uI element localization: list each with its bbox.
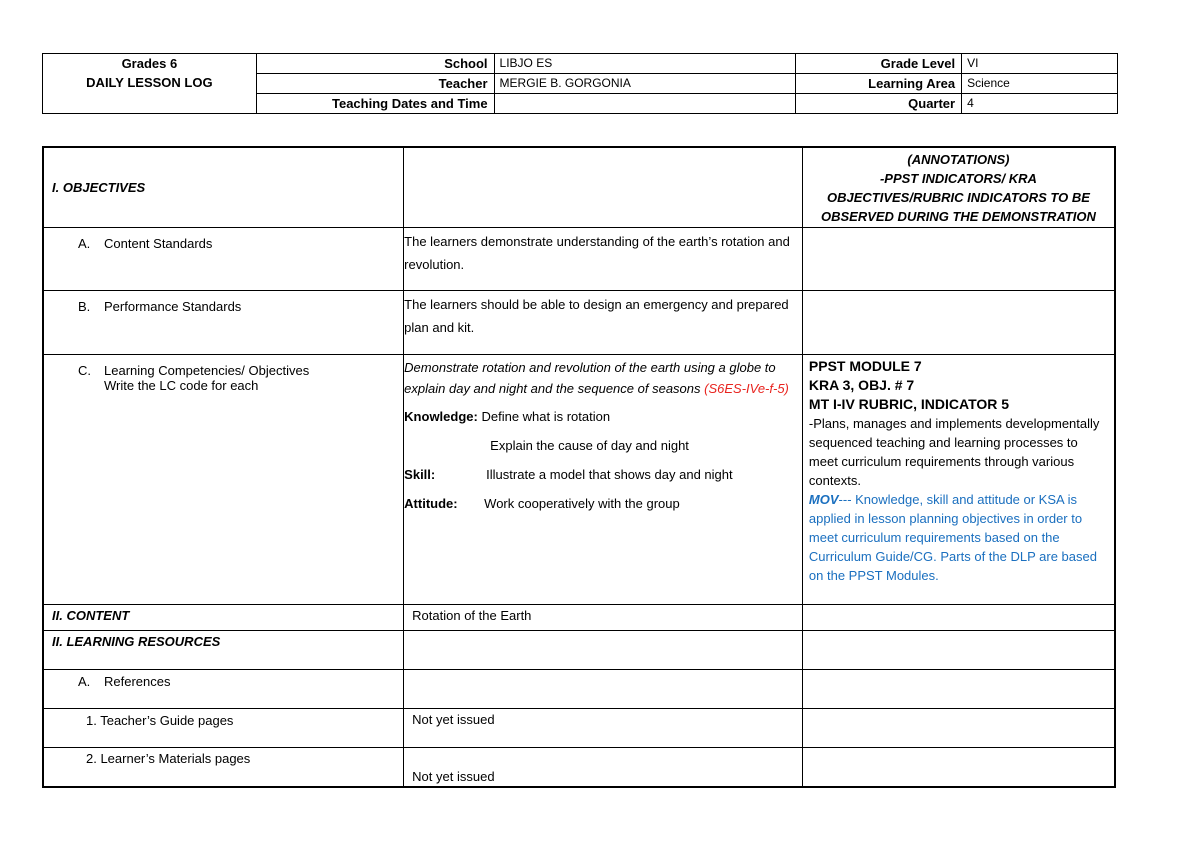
- competency-text: Demonstrate rotation and revolution of the earth using a globe to explain day and night and the sequence of seasons: [404, 359, 776, 396]
- learning-area-value: Science: [962, 74, 1118, 94]
- performance-standards-text: Performance Standards: [104, 298, 242, 314]
- attitude-row: [404, 493, 800, 515]
- teachers-guide-value: Not yet issued: [404, 708, 803, 747]
- annotations-subtitle: -PPST INDICATORS/ KRA OBJECTIVES/RUBRIC INDICATORS TO BE OBSERVED DURING THE DEMONSTRATION: [820, 171, 1096, 224]
- log-title: [43, 54, 257, 114]
- lesson-table: [42, 146, 1116, 788]
- learners-materials-value: Not yet issued: [404, 747, 803, 787]
- attitude-label: Attitude:: [404, 495, 458, 511]
- competencies-annotation: [802, 354, 1115, 604]
- performance-standards-row: [43, 290, 1115, 354]
- content-value: Rotation of the Earth: [404, 604, 803, 630]
- references-row: [43, 669, 1115, 708]
- indicator-description: -Plans, manages and implements developmentally sequenced teaching and learning processes to meet curriculum requirements through various contexts.: [808, 415, 1100, 488]
- performance-standards-annotation: [802, 290, 1115, 354]
- knowledge-value-2: Explain the cause of day and night: [490, 437, 689, 453]
- competencies-text: Learning Competencies/ Objectives: [104, 362, 310, 378]
- references-blank: [404, 669, 803, 708]
- learners-materials-row: [43, 747, 1115, 787]
- performance-standards-value: The learners should be able to design an emergency and prepared plan and kit.: [404, 290, 803, 354]
- content-standards-letter: A.: [78, 235, 91, 251]
- skill-value: Illustrate a model that shows day and night: [486, 466, 733, 482]
- mov-note: [809, 490, 1108, 585]
- content-standards-row: [43, 227, 1115, 290]
- dates-value: [494, 94, 796, 114]
- grade-level-label: Grade Level: [796, 54, 962, 74]
- teacher-value: MERGIE B. GORGONIA: [494, 74, 796, 94]
- lc-code: (S6ES-IVe-f-5): [704, 380, 789, 396]
- annotations-title: (ANNOTATIONS): [907, 152, 1010, 167]
- competencies-row: [43, 354, 1115, 604]
- dates-label: Teaching Dates and Time: [256, 94, 494, 114]
- resources-heading: II. LEARNING RESOURCES: [43, 630, 404, 669]
- school-value: LIBJO ES: [494, 54, 796, 74]
- mov-text: --- Knowledge, skill and attitude or KSA is applied in lesson planning objectives in order to meet curriculum requirements based on the Curriculum Guide/CG. Parts of the DLP are based on the PPST Modules.: [808, 491, 1097, 583]
- competencies-label: [43, 354, 404, 604]
- content-standards-text: Content Standards: [104, 235, 213, 251]
- learners-materials-annotation: [802, 747, 1115, 787]
- references-label: [43, 669, 404, 708]
- teacher-label: Teacher: [256, 74, 494, 94]
- competencies-instruction: Write the LC code for each: [104, 377, 259, 393]
- content-heading: II. CONTENT: [43, 604, 404, 630]
- resources-row: [43, 630, 1115, 669]
- objectives-row: [43, 147, 1115, 227]
- objectives-blank: [404, 147, 803, 227]
- competencies-value: [404, 354, 803, 604]
- content-standards-annotation: [802, 227, 1115, 290]
- knowledge-value: Define what is rotation: [481, 408, 611, 424]
- references-letter: A.: [78, 673, 91, 689]
- teachers-guide-label: 1. Teacher’s Guide pages: [43, 708, 404, 747]
- content-standards-value: The learners demonstrate understanding of the earth’s rotation and revolution.: [404, 227, 803, 290]
- grade-title: Grades 6: [121, 56, 178, 71]
- content-row: [43, 604, 1115, 630]
- annotations-header: [802, 147, 1115, 227]
- references-text: References: [104, 673, 171, 689]
- quarter-label: Quarter: [796, 94, 962, 114]
- ppst-module: PPST MODULE 7: [808, 357, 922, 374]
- performance-standards-label: [43, 290, 404, 354]
- knowledge-label: Knowledge:: [404, 408, 478, 424]
- skill-label: Skill:: [404, 466, 436, 482]
- rubric-indicator: MT I-IV RUBRIC, INDICATOR 5: [808, 395, 1010, 412]
- learners-materials-label: 2. Learner’s Materials pages: [43, 747, 404, 787]
- kra-objective: KRA 3, OBJ. # 7: [808, 376, 915, 393]
- dll-title: DAILY LESSON LOG: [86, 75, 213, 90]
- competencies-letter: C.: [78, 362, 91, 378]
- resources-annotation: [802, 630, 1115, 669]
- mov-label: MOV: [808, 491, 839, 507]
- school-label: School: [256, 54, 494, 74]
- references-annotation: [802, 669, 1115, 708]
- grade-level-value: VI: [962, 54, 1118, 74]
- content-standards-label: [43, 227, 404, 290]
- attitude-value: Work cooperatively with the group: [484, 495, 680, 511]
- competency-statement: [404, 357, 800, 399]
- content-annotation: [802, 604, 1115, 630]
- knowledge-row: [404, 406, 800, 428]
- resources-blank: [404, 630, 803, 669]
- teachers-guide-annotation: [802, 708, 1115, 747]
- teachers-guide-row: [43, 708, 1115, 747]
- performance-standards-letter: B.: [78, 298, 91, 314]
- learning-area-label: Learning Area: [796, 74, 962, 94]
- skill-row: [404, 464, 800, 486]
- objectives-heading: I. OBJECTIVES: [43, 147, 404, 227]
- header-table: [42, 53, 1118, 114]
- quarter-value: 4: [962, 94, 1118, 114]
